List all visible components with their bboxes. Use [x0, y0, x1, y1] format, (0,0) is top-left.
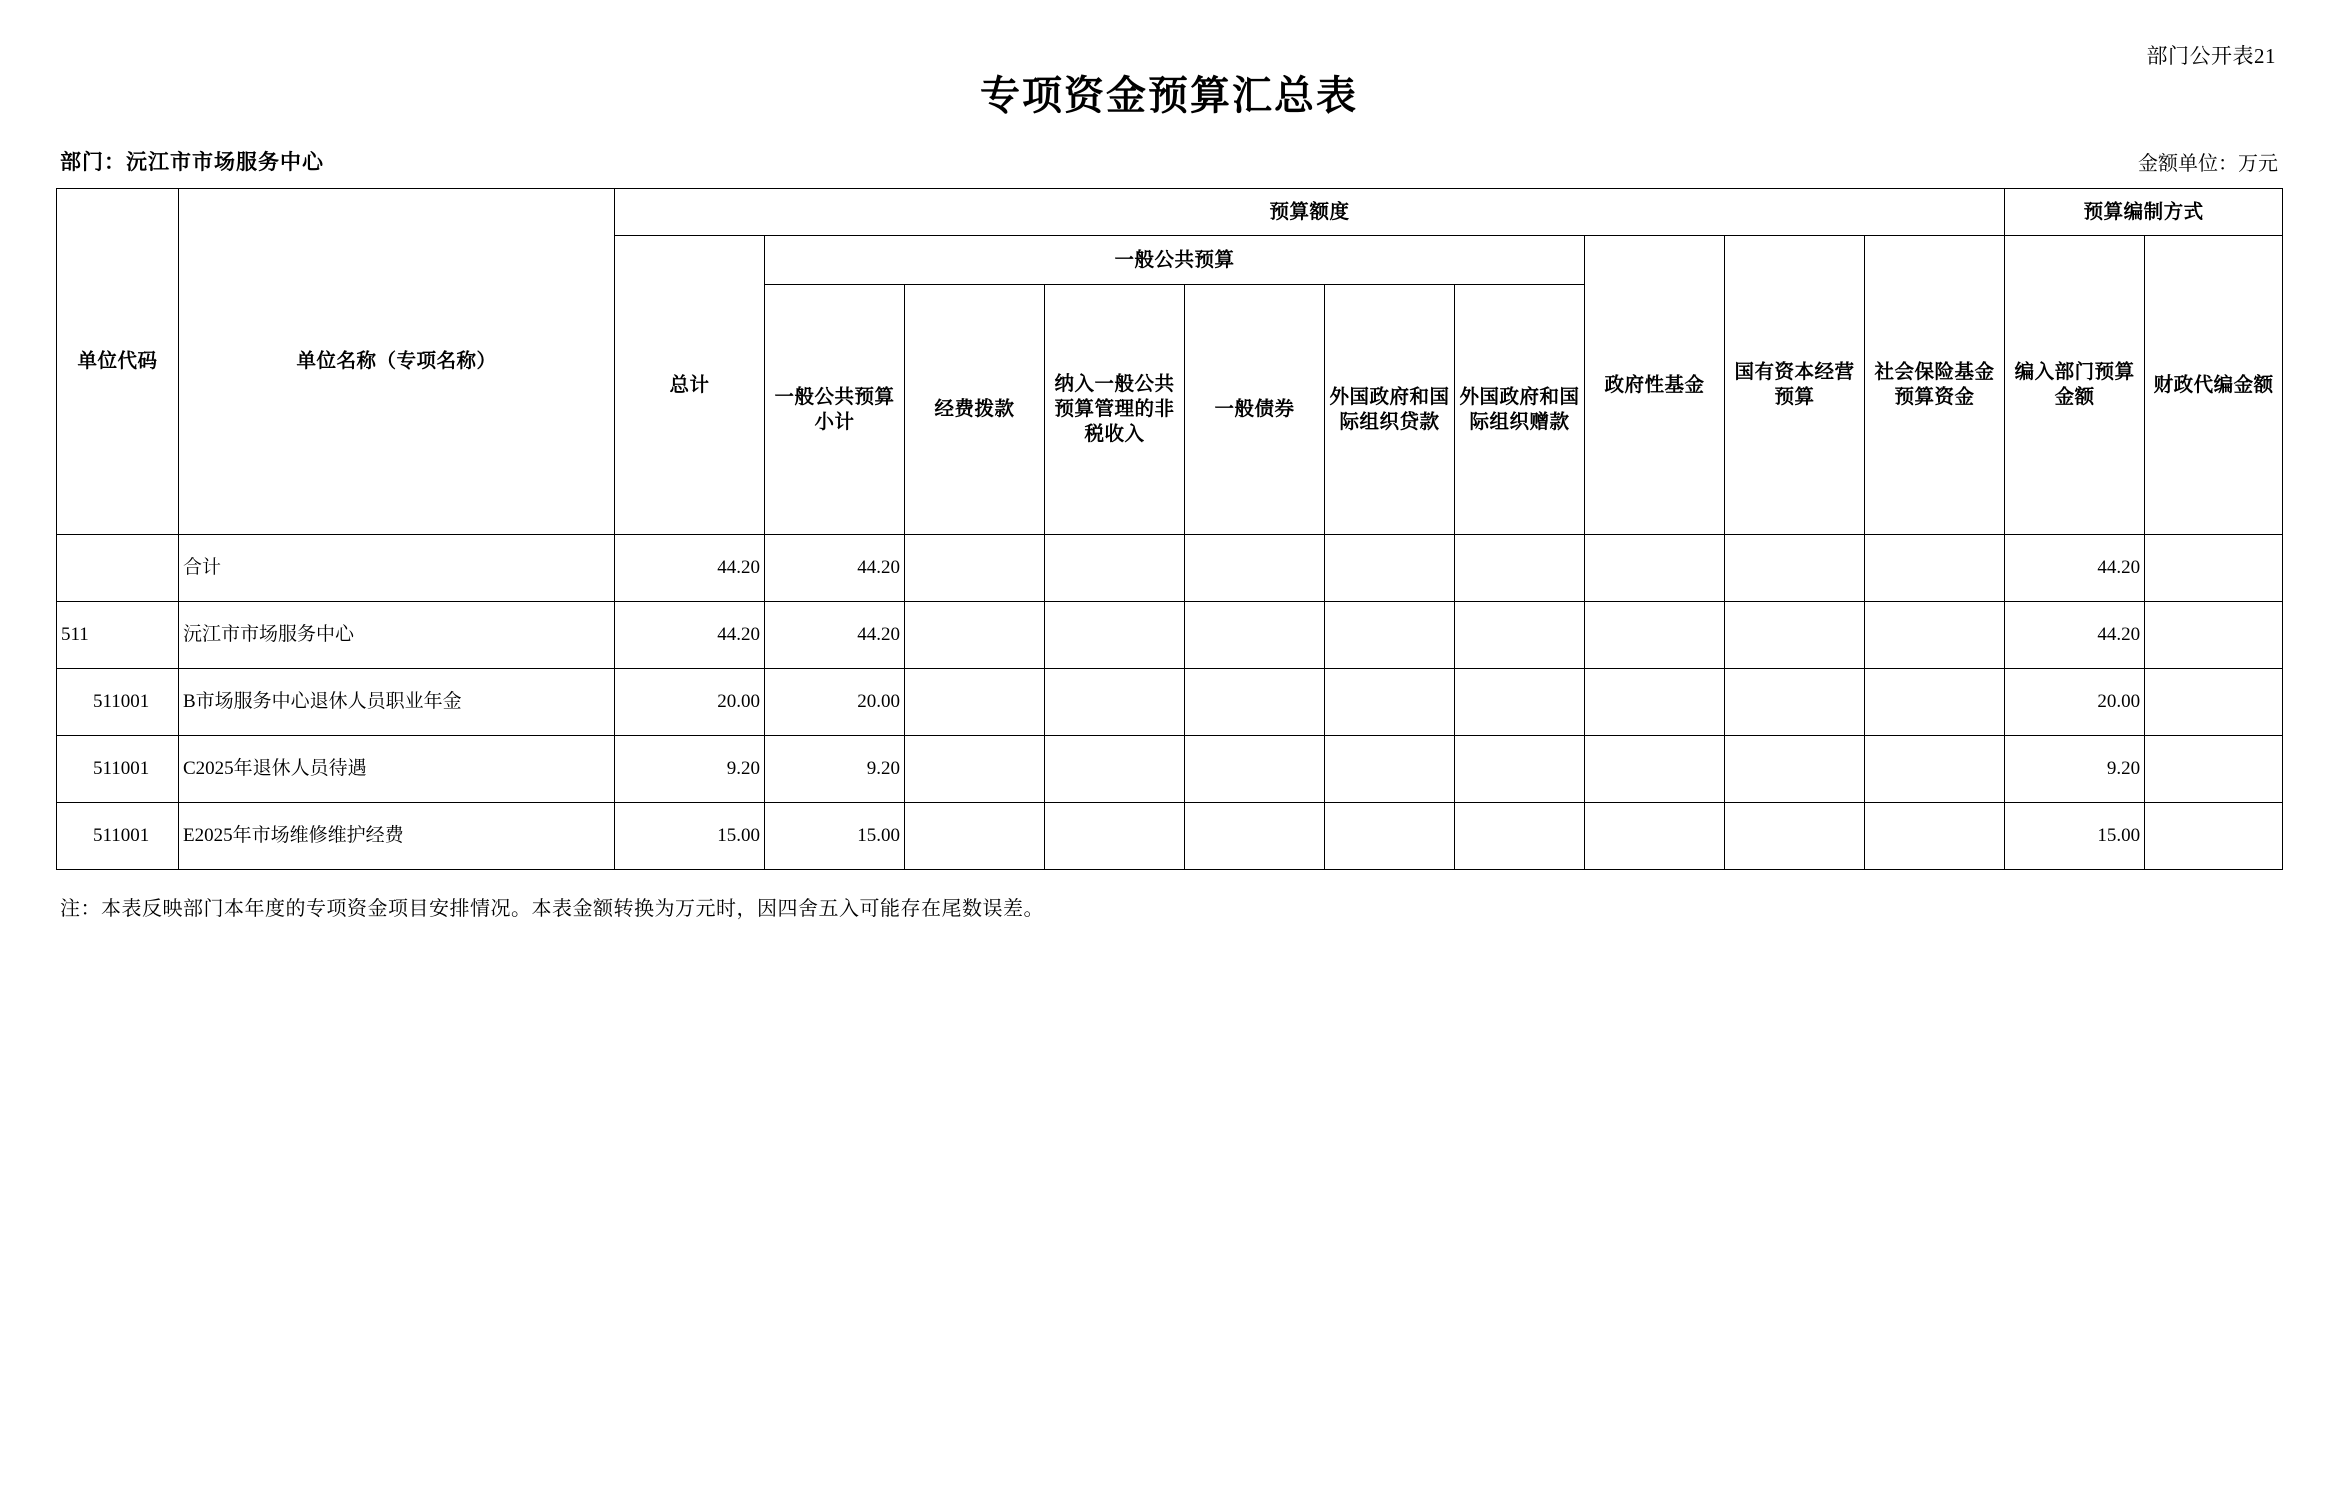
cell-into-dept-budget: 9.20: [2005, 736, 2145, 803]
cell-gov-fund: [1585, 602, 1725, 669]
cell-foreign-gov-grant: [1455, 736, 1585, 803]
cell-general-public-subtotal: 44.20: [765, 535, 905, 602]
header-unit-code: 单位代码: [57, 189, 179, 535]
cell-general-bond: [1185, 803, 1325, 870]
cell-fund-allocation: [905, 602, 1045, 669]
header-state-capital: 国有资本经营预算: [1725, 236, 1865, 535]
department-label: 部门：沅江市市场服务中心: [60, 150, 324, 174]
cell-general-bond: [1185, 669, 1325, 736]
table-row: [57, 736, 2283, 803]
cell-into-dept-budget: 15.00: [2005, 803, 2145, 870]
cell-finance-agent: [2145, 669, 2283, 736]
cell-gov-fund: [1585, 736, 1725, 803]
cell-non-tax-income: [1045, 803, 1185, 870]
table-row: [57, 803, 2283, 870]
cell-general-public-subtotal: 44.20: [765, 602, 905, 669]
cell-fund-allocation: [905, 736, 1045, 803]
cell-total: 15.00: [615, 803, 765, 870]
cell-total: 44.20: [615, 535, 765, 602]
header-general-public-budget: 一般公共预算: [765, 236, 1585, 285]
cell-fund-allocation: [905, 803, 1045, 870]
cell-fund-allocation: [905, 669, 1045, 736]
cell-general-public-subtotal: 20.00: [765, 669, 905, 736]
cell-into-dept-budget: 20.00: [2005, 669, 2145, 736]
cell-gov-fund: [1585, 669, 1725, 736]
cell-non-tax-income: [1045, 669, 1185, 736]
cell-fund-allocation: [905, 535, 1045, 602]
cell-social-insurance: [1865, 669, 2005, 736]
table-header-row-1: [57, 189, 2283, 236]
cell-finance-agent: [2145, 736, 2283, 803]
cell-gov-fund: [1585, 803, 1725, 870]
cell-unit-name: B市场服务中心退休人员职业年金: [179, 669, 615, 736]
cell-state-capital: [1725, 535, 1865, 602]
cell-general-bond: [1185, 602, 1325, 669]
cell-state-capital: [1725, 602, 1865, 669]
header-foreign-gov-loan: 外国政府和国际组织贷款: [1325, 285, 1455, 535]
header-foreign-gov-grant: 外国政府和国际组织赠款: [1455, 285, 1585, 535]
header-social-insurance: 社会保险基金预算资金: [1865, 236, 2005, 535]
cell-non-tax-income: [1045, 535, 1185, 602]
cell-foreign-gov-loan: [1325, 803, 1455, 870]
cell-finance-agent: [2145, 535, 2283, 602]
cell-gov-fund: [1585, 535, 1725, 602]
header-budget-method: 预算编制方式: [2005, 189, 2283, 236]
header-budget-amount: 预算额度: [615, 189, 2005, 236]
cell-state-capital: [1725, 803, 1865, 870]
cell-into-dept-budget: 44.20: [2005, 535, 2145, 602]
cell-unit-name: 沅江市市场服务中心: [179, 602, 615, 669]
cell-unit-code: 511001: [57, 669, 179, 736]
cell-unit-code: 511001: [57, 736, 179, 803]
cell-non-tax-income: [1045, 736, 1185, 803]
cell-general-public-subtotal: 9.20: [765, 736, 905, 803]
cell-total: 9.20: [615, 736, 765, 803]
cell-general-public-subtotal: 15.00: [765, 803, 905, 870]
footer-note: 注：本表反映部门本年度的专项资金项目安排情况。本表金额转换为万元时，因四舍五入可能存在尾数误差。: [60, 898, 1044, 920]
special-fund-budget-table: [56, 188, 2283, 870]
cell-into-dept-budget: 44.20: [2005, 602, 2145, 669]
cell-state-capital: [1725, 669, 1865, 736]
cell-unit-code: 511: [57, 602, 179, 669]
cell-total: 44.20: [615, 602, 765, 669]
cell-social-insurance: [1865, 803, 2005, 870]
table-body: [57, 535, 2283, 870]
cell-foreign-gov-grant: [1455, 669, 1585, 736]
cell-finance-agent: [2145, 803, 2283, 870]
cell-foreign-gov-loan: [1325, 535, 1455, 602]
table-row: [57, 669, 2283, 736]
cell-foreign-gov-grant: [1455, 535, 1585, 602]
header-general-public-subtotal: 一般公共预算小计: [765, 285, 905, 535]
cell-unit-code: 511001: [57, 803, 179, 870]
cell-unit-name: 合计: [179, 535, 615, 602]
cell-general-bond: [1185, 535, 1325, 602]
header-gov-fund: 政府性基金: [1585, 236, 1725, 535]
cell-foreign-gov-loan: [1325, 669, 1455, 736]
cell-foreign-gov-grant: [1455, 803, 1585, 870]
header-finance-agent: 财政代编金额: [2145, 236, 2283, 535]
header-fund-allocation: 经费拨款: [905, 285, 1045, 535]
cell-foreign-gov-grant: [1455, 602, 1585, 669]
form-number-label: 部门公开表21: [2146, 44, 2276, 68]
cell-social-insurance: [1865, 736, 2005, 803]
header-non-tax-income: 纳入一般公共预算管理的非税收入: [1045, 285, 1185, 535]
cell-finance-agent: [2145, 602, 2283, 669]
header-unit-name: 单位名称（专项名称）: [179, 189, 615, 535]
cell-foreign-gov-loan: [1325, 736, 1455, 803]
cell-unit-code: [57, 535, 179, 602]
cell-unit-name: C2025年退休人员待遇: [179, 736, 615, 803]
meta-row: [56, 146, 2282, 176]
cell-social-insurance: [1865, 535, 2005, 602]
header-into-dept-budget: 编入部门预算金额: [2005, 236, 2145, 535]
header-total: 总计: [615, 236, 765, 535]
page-title: 专项资金预算汇总表: [980, 73, 1358, 118]
cell-social-insurance: [1865, 602, 2005, 669]
cell-non-tax-income: [1045, 602, 1185, 669]
header-general-bond: 一般债券: [1185, 285, 1325, 535]
cell-total: 20.00: [615, 669, 765, 736]
table-row: [57, 602, 2283, 669]
cell-foreign-gov-loan: [1325, 602, 1455, 669]
cell-general-bond: [1185, 736, 1325, 803]
amount-unit-label: 金额单位：万元: [2138, 153, 2278, 175]
cell-state-capital: [1725, 736, 1865, 803]
table-row: [57, 535, 2283, 602]
cell-unit-name: E2025年市场维修维护经费: [179, 803, 615, 870]
